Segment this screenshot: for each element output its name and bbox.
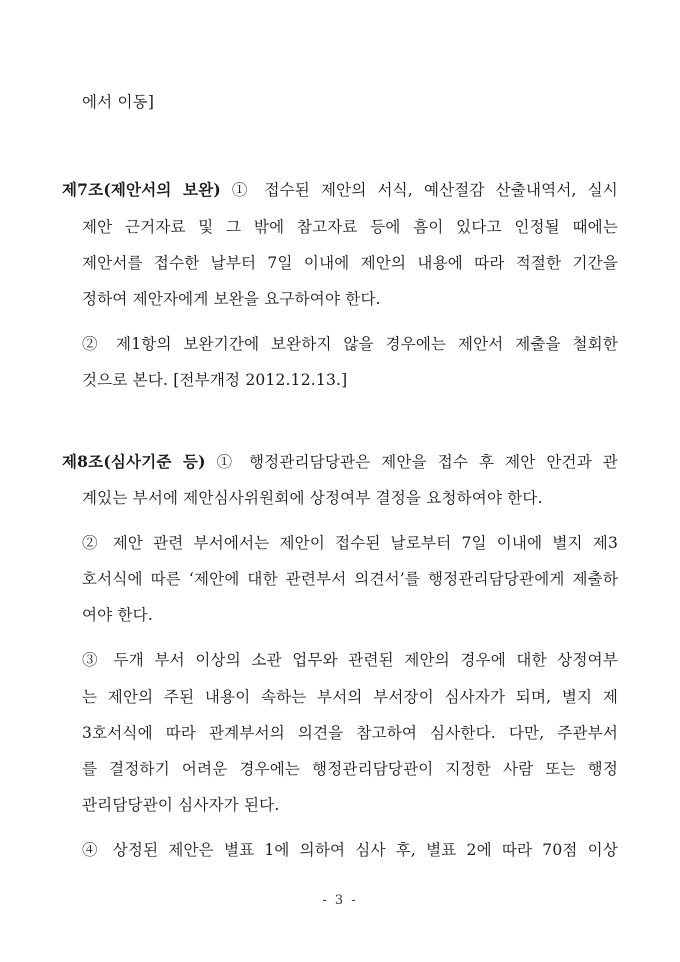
article-7-line-4: 정하여 제안자에게 보완을 요구하여야 한다.: [82, 290, 381, 308]
article-8-para3-line-3: 3호서식에 따라 관계부서의 의견을 참고하여 심사한다. 다만, 주관부서: [82, 724, 618, 742]
article-8-heading: 제8조(심사기준 등): [62, 452, 206, 471]
article-8-para3-line-5: 관리담당관이 심사자가 된다.: [82, 796, 280, 814]
article-7-line-1: [62, 180, 618, 200]
article-8-para3-line-4: 를 결정하기 어려운 경우에는 행정관리담당관이 지정한 사람 또는 행정: [82, 760, 618, 778]
article-8-line-1: [62, 452, 618, 472]
article-8-para2-line-1: ② 제안 관련 부서에서는 제안이 접수된 날로부터 7일 이내에 별지 제3: [82, 534, 618, 552]
article-7-para1-text: ① 접수된 제안의 서식, 예산절감 산출내역서, 실시: [220, 181, 618, 199]
article-8-para2-line-2: 호서식에 따른 ‘제안에 대한 관련부서 의견서’를 행정관리담당관에게 제출하: [82, 570, 618, 588]
page-number: - 3 -: [322, 893, 358, 908]
article-6-tail-line: 에서 이동]: [82, 93, 155, 111]
article-7-para2-line-2: 것으로 본다. [전부개정 2012.12.13.]: [82, 371, 348, 389]
article-7-para2-line-1: ② 제1항의 보완기간에 보완하지 않을 경우에는 제안서 제출을 철회한: [82, 335, 618, 353]
article-8-line-2: 계있는 부서에 제안심사위원회에 상정여부 결정을 요청하여야 한다.: [82, 489, 543, 507]
article-8-para2-line-3: 여야 한다.: [82, 606, 153, 624]
article-7-line-3: 제안서를 접수한 날부터 7일 이내에 제안의 내용에 따라 적절한 기간을: [82, 254, 618, 272]
article-8-para4-line-1: ④ 상정된 제안은 별표 1에 의하여 심사 후, 별표 2에 따라 70점 이상: [82, 841, 618, 859]
article-8-para1-text: ① 행정관리담당관은 제안을 접수 후 제안 안건과 관: [205, 453, 618, 471]
article-7-heading: 제7조(제안서의 보완): [62, 180, 221, 199]
article-8-para3-line-1: ③ 두개 부서 이상의 소관 업무와 관련된 제안의 경우에 대한 상정여부: [82, 651, 618, 669]
article-8-para3-line-2: 는 제안의 주된 내용이 속하는 부서의 부서장이 심사자가 되며, 별지 제: [82, 688, 618, 706]
article-7-line-2: 제안 근거자료 및 그 밖에 참고자료 등에 흠이 있다고 인정될 때에는: [82, 218, 618, 236]
